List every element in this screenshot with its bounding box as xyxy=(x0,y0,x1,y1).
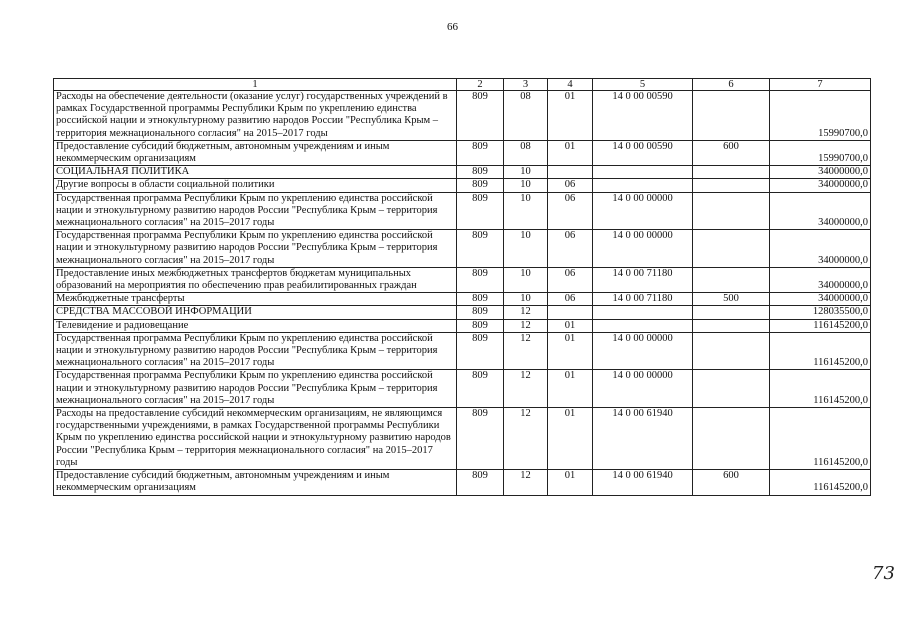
target-article-code-cell: 14 0 00 00590 xyxy=(593,140,693,165)
target-article-code-cell: 14 0 00 00000 xyxy=(593,332,693,370)
target-article-code-cell xyxy=(593,166,693,179)
row-name-cell: Телевидение и радиовещание xyxy=(54,319,457,332)
row-name-cell: Государственная программа Республики Крым по укреплению единства российской нации и этнокультурному развитию народов России "Республика Крым – территория межнационального согласия" на 2015–2017 годы xyxy=(54,332,457,370)
admin-code-cell: 809 xyxy=(457,140,504,165)
subsection-code-cell: 01 xyxy=(548,408,593,470)
expense-type-code-cell: 500 xyxy=(693,293,770,306)
amount-cell: 15990700,0 xyxy=(770,140,871,165)
amount-cell: 34000000,0 xyxy=(770,230,871,268)
row-name-cell: Предоставление субсидий бюджетным, автономным учреждениям и иным некоммерческим организациям xyxy=(54,140,457,165)
section-code-cell: 12 xyxy=(504,370,548,408)
section-code-cell: 10 xyxy=(504,230,548,268)
admin-code-cell: 809 xyxy=(457,306,504,319)
table-row xyxy=(54,140,871,165)
section-code-cell: 10 xyxy=(504,179,548,192)
expense-type-code-cell xyxy=(693,91,770,141)
row-name-cell: Межбюджетные трансферты xyxy=(54,293,457,306)
header-cell: 1 xyxy=(54,79,457,91)
subsection-code-cell: 06 xyxy=(548,293,593,306)
subsection-code-cell: 06 xyxy=(548,267,593,292)
row-name-cell: Государственная программа Республики Крым по укреплению единства российской нации и этнокультурному развитию народов России "Республика Крым – территория межнационального согласия" на 2015–2017 годы xyxy=(54,192,457,230)
budget-table xyxy=(53,78,871,496)
expense-type-code-cell xyxy=(693,179,770,192)
section-code-cell: 10 xyxy=(504,166,548,179)
amount-cell: 34000000,0 xyxy=(770,179,871,192)
row-name-cell: Другие вопросы в области социальной политики xyxy=(54,179,457,192)
expense-type-code-cell xyxy=(693,166,770,179)
subsection-code-cell: 06 xyxy=(548,230,593,268)
target-article-code-cell xyxy=(593,319,693,332)
expense-type-code-cell xyxy=(693,370,770,408)
subsection-code-cell: 01 xyxy=(548,370,593,408)
amount-cell: 116145200,0 xyxy=(770,408,871,470)
amount-cell: 34000000,0 xyxy=(770,293,871,306)
table-row xyxy=(54,370,871,408)
row-name-cell: Государственная программа Республики Крым по укреплению единства российской нации и этнокультурному развитию народов России "Республика Крым – территория межнационального согласия" на 2015–2017 годы xyxy=(54,230,457,268)
expense-type-code-cell xyxy=(693,267,770,292)
target-article-code-cell: 14 0 00 61940 xyxy=(593,408,693,470)
row-name-cell: Государственная программа Республики Крым по укреплению единства российской нации и этнокультурному развитию народов России "Республика Крым – территория межнационального согласия" на 2015–2017 годы xyxy=(54,370,457,408)
subsection-code-cell: 06 xyxy=(548,179,593,192)
expense-type-code-cell xyxy=(693,408,770,470)
header-cell: 3 xyxy=(504,79,548,91)
row-name-cell: Предоставление субсидий бюджетным, автономным учреждениям и иным некоммерческим организациям xyxy=(54,470,457,495)
expense-type-code-cell xyxy=(693,192,770,230)
section-code-cell: 12 xyxy=(504,408,548,470)
admin-code-cell: 809 xyxy=(457,332,504,370)
admin-code-cell: 809 xyxy=(457,166,504,179)
table-row xyxy=(54,192,871,230)
subsection-code-cell: 01 xyxy=(548,319,593,332)
admin-code-cell: 809 xyxy=(457,370,504,408)
amount-cell: 34000000,0 xyxy=(770,267,871,292)
amount-cell: 116145200,0 xyxy=(770,470,871,495)
target-article-code-cell: 14 0 00 71180 xyxy=(593,267,693,292)
target-article-code-cell: 14 0 00 71180 xyxy=(593,293,693,306)
subsection-code-cell: 06 xyxy=(548,192,593,230)
table-row xyxy=(54,230,871,268)
amount-cell: 128035500,0 xyxy=(770,306,871,319)
table-row xyxy=(54,293,871,306)
expense-type-code-cell xyxy=(693,332,770,370)
section-code-cell: 12 xyxy=(504,470,548,495)
amount-cell: 116145200,0 xyxy=(770,319,871,332)
row-name-cell: Предоставление иных межбюджетных трансфертов бюджетам муниципальных образований на мероприятия по обеспечению прав реабилитированных граждан xyxy=(54,267,457,292)
amount-cell: 116145200,0 xyxy=(770,332,871,370)
target-article-code-cell: 14 0 00 00000 xyxy=(593,192,693,230)
amount-cell: 15990700,0 xyxy=(770,91,871,141)
expense-type-code-cell xyxy=(693,306,770,319)
admin-code-cell: 809 xyxy=(457,91,504,141)
header-cell: 2 xyxy=(457,79,504,91)
target-article-code-cell: 14 0 00 00000 xyxy=(593,230,693,268)
section-code-cell: 10 xyxy=(504,267,548,292)
target-article-code-cell: 14 0 00 00000 xyxy=(593,370,693,408)
admin-code-cell: 809 xyxy=(457,470,504,495)
admin-code-cell: 809 xyxy=(457,293,504,306)
table-row xyxy=(54,267,871,292)
row-name-cell: СРЕДСТВА МАССОВОЙ ИНФОРМАЦИИ xyxy=(54,306,457,319)
expense-type-code-cell xyxy=(693,230,770,268)
section-code-cell: 08 xyxy=(504,140,548,165)
subsection-code-cell xyxy=(548,166,593,179)
table-row xyxy=(54,306,871,319)
row-name-cell: СОЦИАЛЬНАЯ ПОЛИТИКА xyxy=(54,166,457,179)
handwritten-page-mark: 73 xyxy=(872,563,895,584)
admin-code-cell: 809 xyxy=(457,408,504,470)
expense-type-code-cell: 600 xyxy=(693,140,770,165)
subsection-code-cell: 01 xyxy=(548,470,593,495)
table-row xyxy=(54,166,871,179)
section-code-cell: 08 xyxy=(504,91,548,141)
expense-type-code-cell: 600 xyxy=(693,470,770,495)
subsection-code-cell xyxy=(548,306,593,319)
admin-code-cell: 809 xyxy=(457,230,504,268)
subsection-code-cell: 01 xyxy=(548,140,593,165)
header-cell: 4 xyxy=(548,79,593,91)
table-row xyxy=(54,408,871,470)
header-cell: 5 xyxy=(593,79,693,91)
section-code-cell: 12 xyxy=(504,332,548,370)
section-code-cell: 12 xyxy=(504,319,548,332)
subsection-code-cell: 01 xyxy=(548,332,593,370)
admin-code-cell: 809 xyxy=(457,319,504,332)
table-row xyxy=(54,179,871,192)
row-name-cell: Расходы на предоставление субсидий некоммерческим организациям, не являющимся государственными учреждениями, в рамках Государственной программы Республики Крым по укреплению единства российской нации и этнокультурному развитию народов России "Республика Крым – территория межнационального согласия" на 2015–2017 годы xyxy=(54,408,457,470)
target-article-code-cell: 14 0 00 61940 xyxy=(593,470,693,495)
section-code-cell: 10 xyxy=(504,293,548,306)
section-code-cell: 10 xyxy=(504,192,548,230)
admin-code-cell: 809 xyxy=(457,179,504,192)
target-article-code-cell xyxy=(593,306,693,319)
table-row xyxy=(54,332,871,370)
subsection-code-cell: 01 xyxy=(548,91,593,141)
header-cell: 6 xyxy=(693,79,770,91)
table-row xyxy=(54,319,871,332)
header-cell: 7 xyxy=(770,79,871,91)
section-code-cell: 12 xyxy=(504,306,548,319)
row-name-cell: Расходы на обеспечение деятельности (оказание услуг) государственных учреждений в рамках Государственной программы Республики Крым по укреплению единства российской нации и этнокультурному развитию народов России "Республика Крым – территория межнационального согласия" на 2015–2017 годы xyxy=(54,91,457,141)
page-number: 66 xyxy=(447,21,458,33)
table-row xyxy=(54,470,871,495)
target-article-code-cell xyxy=(593,179,693,192)
table-row xyxy=(54,91,871,141)
header-row xyxy=(54,79,871,91)
admin-code-cell: 809 xyxy=(457,192,504,230)
admin-code-cell: 809 xyxy=(457,267,504,292)
amount-cell: 34000000,0 xyxy=(770,166,871,179)
amount-cell: 116145200,0 xyxy=(770,370,871,408)
expense-type-code-cell xyxy=(693,319,770,332)
amount-cell: 34000000,0 xyxy=(770,192,871,230)
target-article-code-cell: 14 0 00 00590 xyxy=(593,91,693,141)
